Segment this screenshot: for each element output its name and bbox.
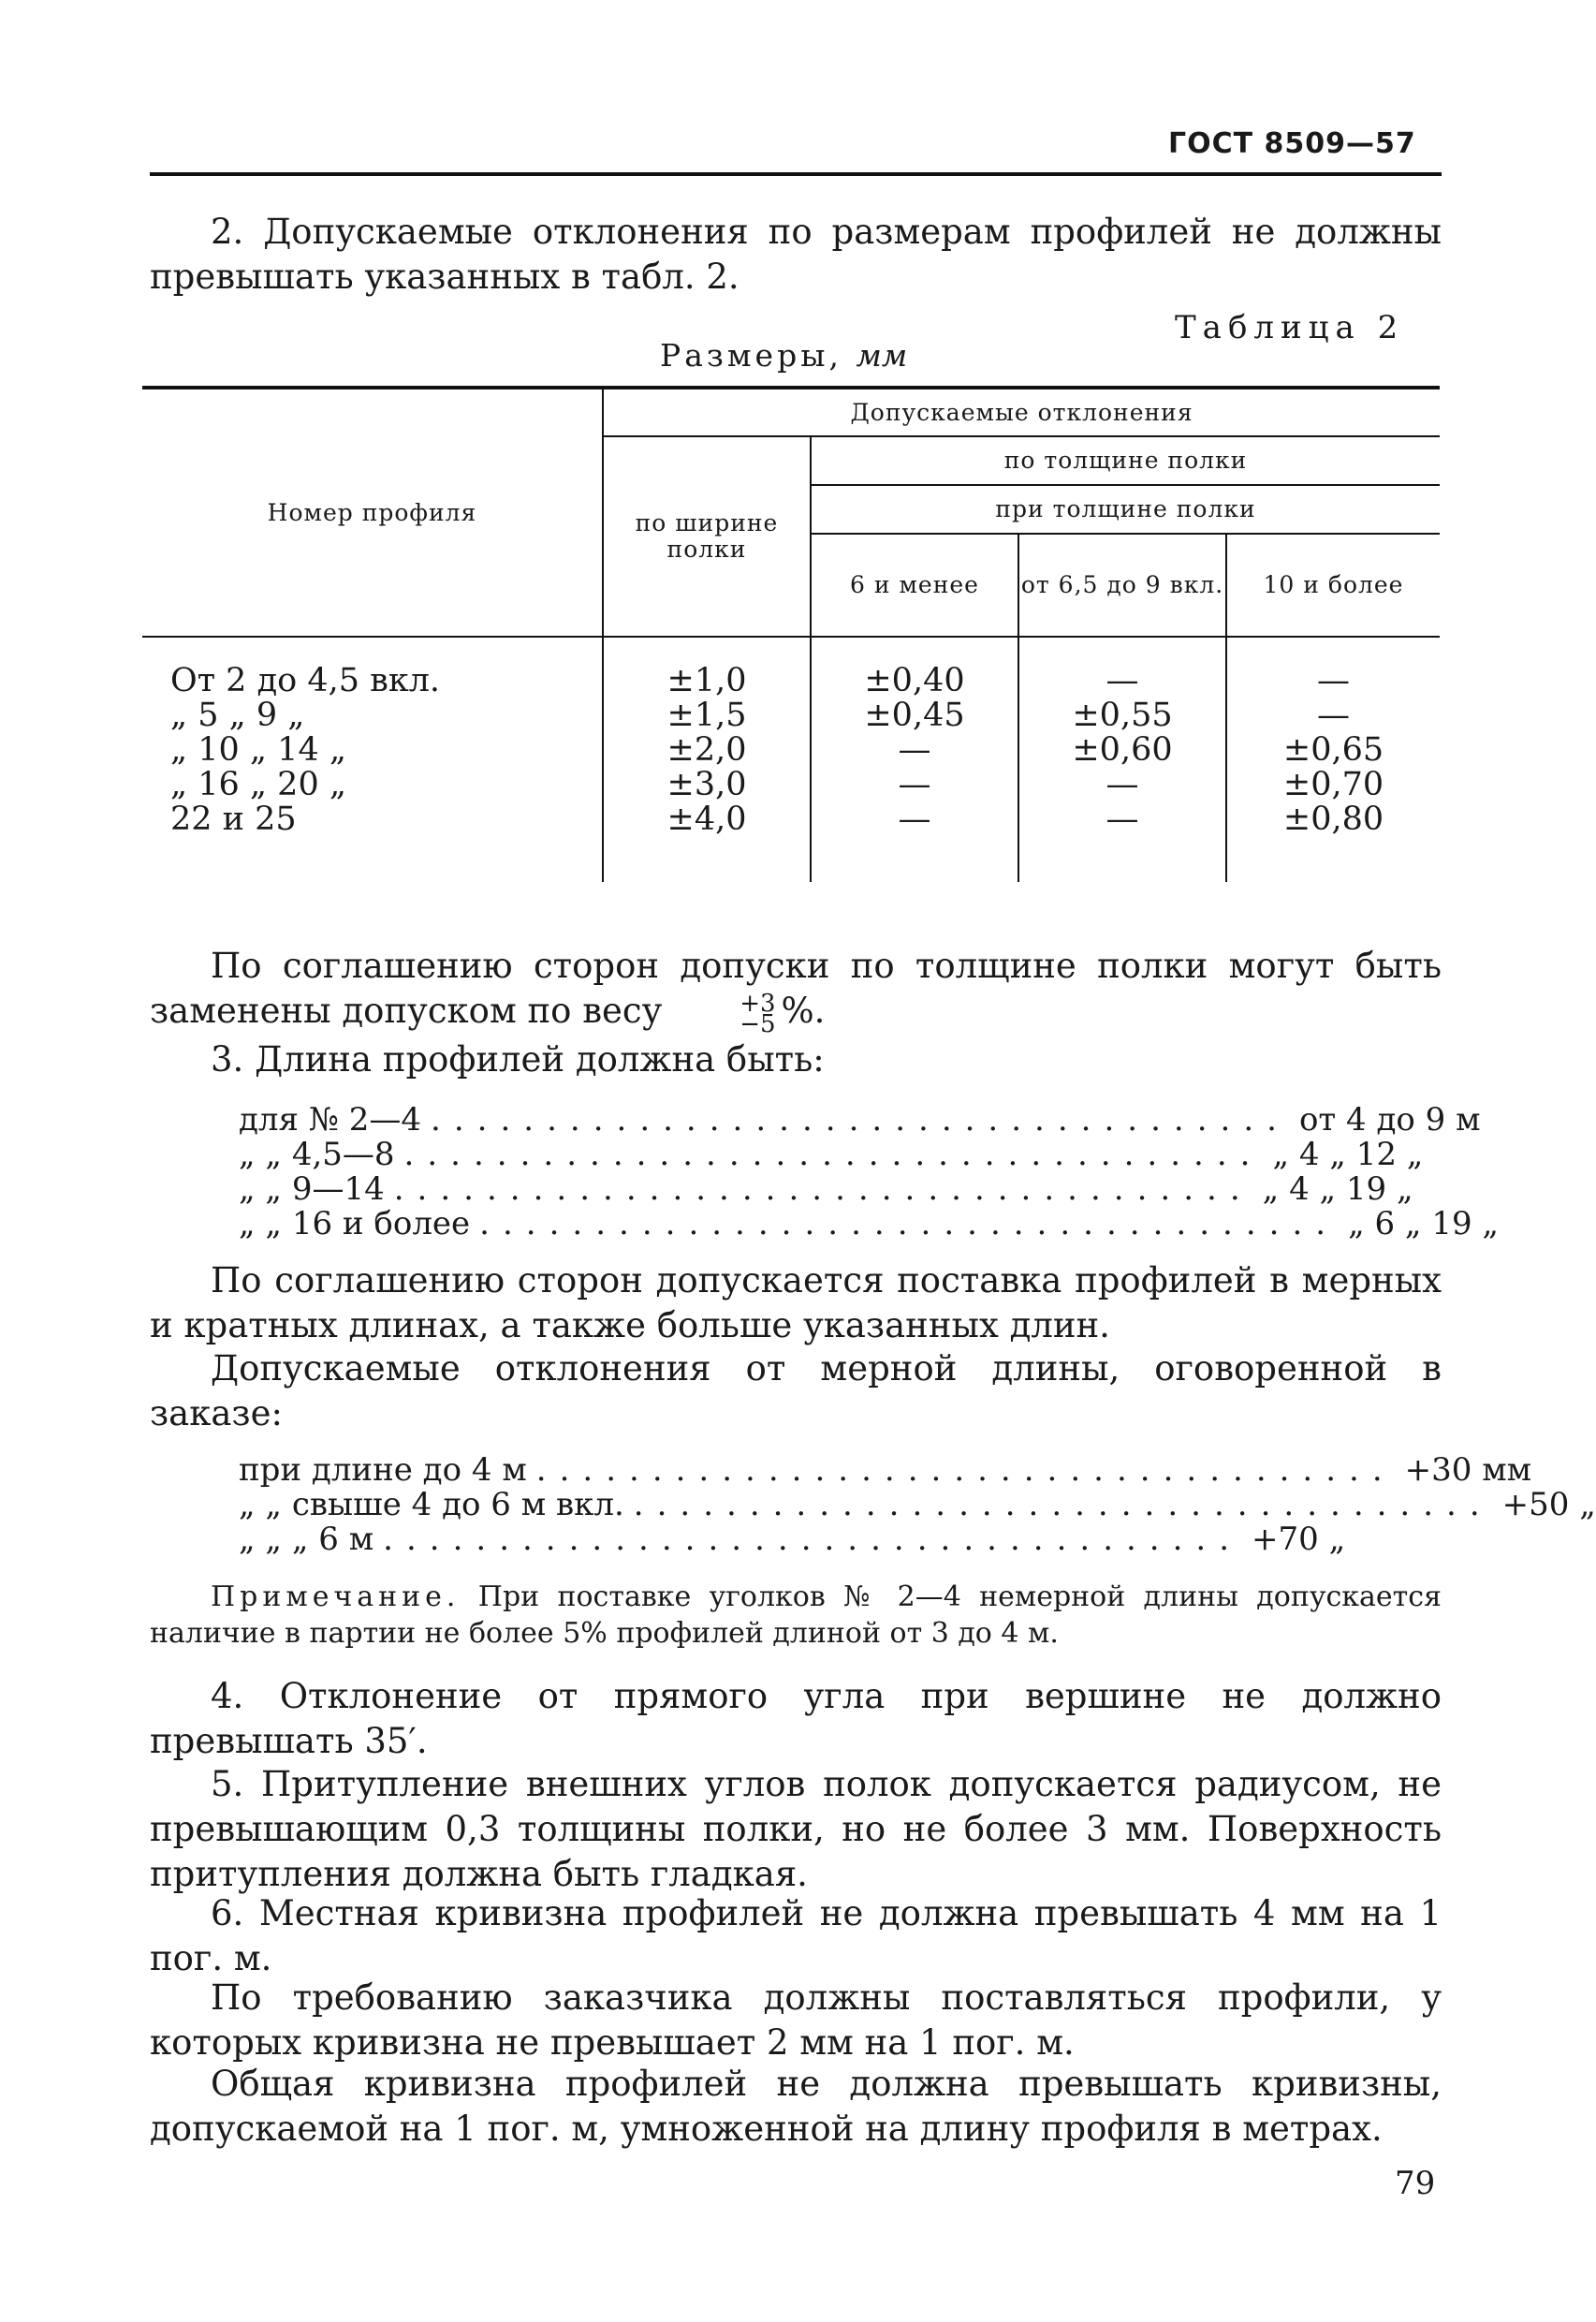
thickness-deviation-cell: ±0,40 — [864, 662, 965, 699]
width-deviation-cell: ±1,5 — [666, 697, 747, 734]
length-row-label: для № 2—4 — [239, 1101, 422, 1139]
document-code: ГОСТ 8509—57 — [1168, 127, 1416, 160]
leader-dots: ..................................... — [403, 1136, 1264, 1173]
leader-dots: ..................................... — [393, 1170, 1253, 1208]
customer-requirement-text: По требованию заказчика должны поставляться профили, у которых кривизна не превышает 2 мм на 1 пог. м. — [150, 1977, 1442, 2063]
width-deviation-cell: ±1,0 — [666, 662, 747, 699]
tolerance-table — [142, 386, 1440, 882]
length-row — [239, 1205, 1500, 1242]
deviation-row-label: „ „ свыше 4 до 6 м вкл. — [239, 1486, 624, 1523]
weight-tolerance-upper: +3 — [739, 989, 776, 1018]
deviations-text: Допускаемые отклонения от мерной длины, оговоренной в заказе: — [150, 1348, 1442, 1433]
thickness-deviation-cell: ±0,55 — [1072, 697, 1173, 734]
profile-row: „ 10 „ 14 „ — [170, 731, 346, 769]
leader-dots: ..................................... — [535, 1451, 1396, 1489]
section-4-text: 4. Отклонение от прямого угла при вершине не должно превышать 35′. — [150, 1676, 1442, 1761]
length-row — [239, 1101, 1481, 1139]
note-title: Примечание. — [211, 1580, 461, 1613]
thickness-deviation-cell: — — [1105, 662, 1139, 699]
deviation-list — [239, 1451, 1596, 1558]
width-deviation-cell: ±2,0 — [666, 731, 747, 769]
thickness-deviation-cell: ±0,80 — [1282, 801, 1384, 838]
agreement-weight-text — [150, 944, 1442, 1038]
sizes-prefix: Размеры, — [660, 337, 842, 374]
thickness-6-column — [811, 637, 1018, 882]
leader-dots: ..................................... — [633, 1486, 1493, 1523]
thickness-deviation-cell: ±0,70 — [1282, 766, 1384, 803]
length-row — [239, 1136, 1424, 1173]
header-thickness-10-or-more: 10 и более — [1226, 534, 1440, 637]
length-row-label: „ „ 9—14 — [239, 1170, 385, 1208]
deviation-row-value: +30 мм — [1404, 1451, 1532, 1489]
thickness-deviation-cell: — — [898, 766, 931, 803]
agreement-weight-body: По соглашению сторон допуски по толщине полки могут быть заменены допуском по весу — [150, 946, 1442, 1031]
profile-row: 22 и 25 — [170, 801, 297, 838]
thickness-deviation-cell: — — [1105, 766, 1139, 803]
header-thickness-6-or-less: 6 и менее — [811, 534, 1018, 637]
deviation-row-value: +50 „ — [1501, 1486, 1596, 1523]
profile-row: „ 5 „ 9 „ — [170, 697, 305, 734]
table-label: Таблица 2 — [1175, 309, 1405, 346]
sizes-unit: мм — [856, 337, 908, 374]
total-curvature-text: Общая кривизна профилей не должна превышать кривизны, допускаемой на 1 пог. м, умноженной на длину профиля в метрах. — [150, 2064, 1442, 2149]
page-number: 79 — [1395, 2165, 1436, 2202]
length-row-label: „ „ 4,5—8 — [239, 1136, 395, 1173]
length-list — [239, 1101, 1500, 1242]
weight-tolerance-unit: %. — [781, 991, 826, 1031]
note-body: При поставке уголков № 2—4 немерной длины допускается наличие в партии не более 5% профилей длиной от 3 до 4 м. — [150, 1580, 1442, 1650]
length-row-value: „ 6 „ 19 „ — [1348, 1205, 1500, 1242]
width-deviation-cell: ±4,0 — [666, 801, 747, 838]
section-5-text: 5. Притупление внешних углов полок допускается радиусом, не превышающим 0,3 толщины полки, но не более 3 мм. Поверхность притупления должна быть гладкая. — [150, 1764, 1442, 1894]
width-deviation-column — [603, 637, 811, 882]
deviation-row-label: „ „ „ 6 м — [239, 1521, 374, 1558]
thickness-6-5-9-column — [1018, 637, 1226, 882]
profile-number-column — [142, 637, 603, 882]
header-width: по ширине полки — [603, 436, 811, 637]
header-rule — [150, 172, 1442, 176]
weight-tolerance — [679, 989, 776, 1038]
thickness-deviation-cell: ±0,65 — [1282, 731, 1384, 769]
thickness-deviation-cell: — — [1317, 662, 1351, 699]
thickness-deviation-cell: — — [898, 731, 931, 769]
leader-dots: ..................................... — [479, 1205, 1340, 1242]
length-row — [239, 1170, 1413, 1208]
thickness-deviation-cell: — — [898, 801, 931, 838]
thickness-deviation-cell: — — [1317, 697, 1351, 734]
leader-dots: ..................................... — [431, 1101, 1290, 1139]
length-row-value: „ 4 „ 19 „ — [1262, 1170, 1413, 1208]
deviation-row — [239, 1521, 1346, 1558]
table-units-caption — [660, 337, 907, 374]
section-6-text: 6. Местная кривизна профилей не должна превышать 4 мм на 1 пог. м. — [150, 1893, 1442, 1978]
length-row-label: „ „ 16 и более — [239, 1205, 471, 1242]
agreement-lengths-text: По соглашению сторон допускается поставка профилей в мерных и кратных длинах, а также больше указанных длин. — [150, 1260, 1442, 1345]
width-deviation-cell: ±3,0 — [666, 766, 747, 803]
leader-dots: ..................................... — [383, 1521, 1243, 1558]
header-deviations: Допускаемые отклонения — [603, 388, 1440, 436]
header-profile-number: Номер профиля — [142, 388, 603, 637]
deviation-row-value: +70 „ — [1252, 1521, 1346, 1558]
thickness-deviation-cell: — — [1105, 801, 1139, 838]
section-3-text: 3. Длина профилей должна быть: — [211, 1039, 825, 1080]
profile-row: От 2 до 4,5 вкл. — [170, 662, 441, 699]
deviation-row — [239, 1486, 1596, 1523]
thickness-deviation-cell: ±0,45 — [864, 697, 965, 734]
deviation-row-label: при длине до 4 м — [239, 1451, 527, 1489]
section-2-text: 2. Допускаемые отклонения по размерам профилей не должны превышать указанных в табл. 2. — [150, 212, 1442, 297]
profile-row: „ 16 „ 20 „ — [170, 766, 346, 803]
length-row-value: „ 4 „ 12 „ — [1272, 1136, 1424, 1173]
header-thickness: по толщине полки — [811, 436, 1440, 485]
thickness-deviation-cell: ±0,60 — [1072, 731, 1173, 769]
length-row-value: от 4 до 9 м — [1298, 1101, 1481, 1139]
note — [150, 1579, 1442, 1652]
weight-tolerance-lower: −5 — [739, 1009, 776, 1038]
header-thickness-6-5-to-9: от 6,5 до 9 вкл. — [1018, 534, 1226, 637]
deviation-row — [239, 1451, 1532, 1489]
header-at-thickness: при толщине полки — [811, 485, 1440, 534]
thickness-10-column — [1226, 637, 1440, 882]
